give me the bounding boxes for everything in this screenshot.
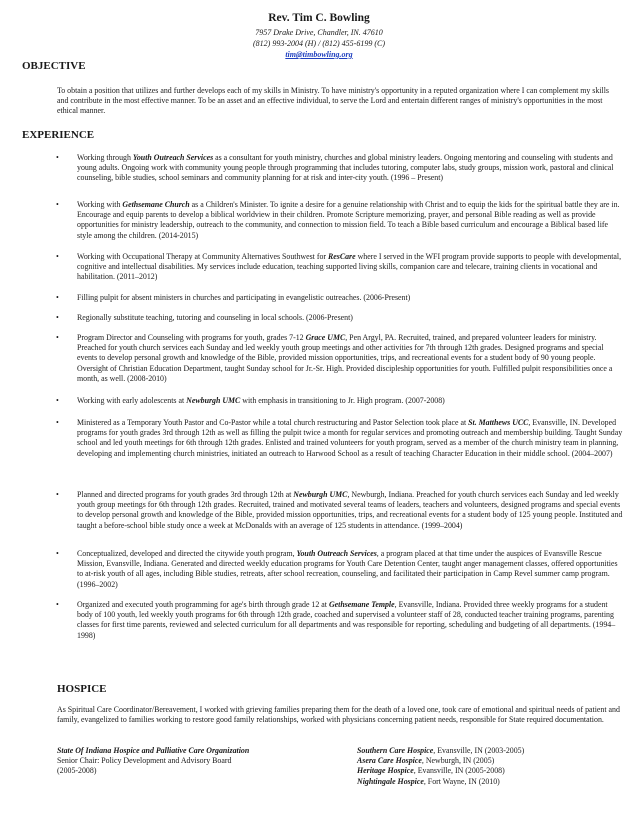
- experience-heading: EXPERIENCE: [22, 129, 95, 141]
- experience-item: [57, 200, 623, 241]
- experience-item-lead: Organized and executed youth programming for age's birth through grade 12 at: [77, 600, 329, 609]
- experience-item-text: [77, 293, 623, 303]
- experience-item-text: [77, 333, 623, 384]
- hospice-org-line: [357, 756, 627, 766]
- organization-name: Gethsemane Temple: [328, 600, 395, 609]
- bullet-icon: •: [56, 313, 59, 322]
- experience-item-lead: Planned and directed programs for youth grades 3rd through 12th at: [77, 490, 294, 499]
- experience-item: [57, 600, 623, 641]
- experience-item-detail: , Evansville, Indiana. Provided three weekly programs for a student body of 100 youth, led weekly youth programs for 6th through 12th grade, coached and supervised a volunteer staff of 28, conducted teacher training programs, parenting classes for first time parents, reviewed and selected curriculum for all departments and was responsible for reporting, scheduling and budgeting of all departments. (1994–1998): [77, 600, 616, 640]
- experience-item-lead: Filling pulpit for absent ministers in churches and participating in evangelistic outreaches. (2006-Present): [77, 293, 411, 302]
- experience-item: [57, 153, 623, 184]
- bullet-icon: •: [56, 153, 59, 162]
- hospice-text: As Spiritual Care Coordinator/Bereavement, I worked with grieving families preparing them for the death of a loved one, took care of emotional and spiritual needs of patient and family, evangelized to families working to restore good family relationships, worked with physicians concerning patient needs, responsible for State required documentation.: [57, 705, 620, 725]
- experience-item-detail: , Pen Argyl, PA. Recruited, trained, and prepared volunteer leaders for ministry. Preached for youth church services each Sunday and led weekly youth group meetings and other activities for 7th through 12th grades. Designed programs and special events to develop personal growth and knowledge of the Bible, provided mission opportunities, trips, and recreational events for a student body of 90 young people. Oversight of Christian Education Department, taught Sunday school for Jr.-Sr. High. Provided discipleship opportunities for youth. Fulfilled pulpit responsibilities once a month, as well. (2008-2010): [77, 333, 613, 383]
- experience-item-lead: Ministered as a Temporary Youth Pastor and Co-Pastor while a total church restructuring and Pastor Selection took place at: [77, 418, 469, 427]
- experience-item-text: [77, 600, 623, 641]
- hospice-org-name: Asera Care Hospice: [357, 756, 422, 766]
- experience-item-lead: Working with Occupational Therapy at Community Alternatives Southwest for: [77, 252, 329, 261]
- experience-item-lead: Working through: [77, 153, 133, 162]
- experience-item-text: [77, 396, 623, 406]
- experience-item-lead: Program Director and Counseling with programs for youth, grades 7-12: [77, 333, 306, 342]
- address: 7957 Drake Drive, Chandler, IN. 47610: [255, 28, 383, 37]
- organization-name: ResCare: [328, 252, 356, 261]
- bullet-icon: •: [56, 549, 59, 558]
- organization-name: Gethsemane Church: [122, 200, 190, 209]
- organization-name: Grace UMC: [305, 333, 346, 342]
- hospice-role: Senior Chair: Policy Development and Advisory Board: [57, 756, 232, 766]
- organization-name: Newburgh UMC: [293, 490, 348, 499]
- experience-item-text: [77, 200, 623, 241]
- bullet-icon: •: [56, 490, 59, 499]
- experience-item-detail: , Evansville, IN. Developed programs for youth grades 3rd through 12th as well as filling the pulpit twice a month for regular services and promoting outreach and membership building. Taught Sunday school and led youth meetings for 6th through 12th grades. Enlisted and trained volunteers for youth program, served as a member of the church ministry team in planning, developing and implementing church ministries, initiated an outreach to Harwood School as a result of teaching Character Education in their middle school. (2004–2007): [77, 418, 623, 458]
- hospice-org-detail: , Evansville, IN (2003-2005): [433, 746, 525, 755]
- experience-item-lead: Working with early adolescents at: [77, 396, 187, 405]
- experience-item-detail: where I served in the WFI program provide supports to people with developmental, cognitive and intellectual disabilities. My services include education, teaching supported living skills, companion care and telecare, training clients in vocational and habilitation. (2011–2012): [77, 252, 622, 282]
- experience-item: [57, 418, 623, 459]
- experience-item-detail: , a program placed at that time under the auspices of Evansville Rescue Mission, Evansville, Indiana. Generated and directed weekly education programs for Youth Care Detention Center, taught anger management classes, offered opportunities to at-risk youth of all ages, including Bible studies, retreats, after school recreation, counseling, and facilitated their participation in Camp Revel summer camp program. (1996–2002): [77, 549, 618, 589]
- organization-name: Youth Outreach Services: [132, 153, 214, 162]
- organization-name: Youth Outreach Services: [296, 549, 377, 558]
- hospice-org-detail: , Evansville, IN (2005-2008): [413, 766, 505, 776]
- bullet-icon: •: [56, 252, 59, 261]
- contact-block: [0, 27, 638, 60]
- hospice-org-detail: , Newburgh, IN (2005): [421, 756, 495, 766]
- experience-item-detail: , Newburgh, Indiana. Preached for youth church services each Sunday and led weekly youth group meetings for 6th through 12th grades. Recruited, trained and motivated several teams of leaders, teachers and volunteers, designed programs and special events to develop personal growth and knowledge of the Bible, provided mission opportunities, trips, and recreational events for a student body of 125 young people. Instituted and taught a before-school bible study once a week at McDonalds with an average of 125 students in attendance. (1999–2004): [77, 490, 623, 530]
- experience-item-detail: as a Children's Minister. To ignite a desire for a genuine relationship with Christ and to equip the kids for the spiritual battle they are in. Encourage and equip parents to develop a biblical worldview in their children. Promote Scripture memorizing, prayer, and personal Bible reading as well as provide opportunities for ministry leadership, outreach to the community, and connection to mission field. To teach a Bible based curriculum and encourage a Biblical based life style among the children. (2014-2015): [77, 200, 620, 240]
- hospice-right-block: [357, 746, 627, 787]
- experience-item-detail: with emphasis in transitioning to Jr. High program. (2007-2008): [240, 396, 445, 405]
- experience-item: [57, 313, 623, 323]
- hospice-heading: HOSPICE: [57, 683, 107, 695]
- hospice-org-state: State Of Indiana Hospice and Palliative Care Organization: [57, 746, 250, 755]
- experience-item: [57, 252, 623, 283]
- hospice-org-name: Nightingale Hospice: [357, 776, 424, 786]
- organization-name: St. Matthews UCC: [468, 418, 529, 427]
- experience-item-detail: as a consultant for youth ministry, churches and global ministry leaders. Ongoing mentoring and counseling with students and young adults. Ongoing work with community young people through programming that includes tutoring, computer labs, study groups, mission work, pastoral and clinical counseling, bible studies, school seminars and community planning for at risk and inter-city youth. (1996 – Present): [77, 153, 614, 183]
- experience-item: [57, 396, 623, 406]
- hospice-org-detail: , Fort Wayne, IN (2010): [423, 776, 500, 786]
- experience-item-text: [77, 549, 623, 590]
- bullet-icon: •: [56, 418, 59, 427]
- hospice-org-line: [357, 766, 627, 776]
- objective-text: To obtain a position that utilizes and further develops each of my skills in Ministry. To have ministry's opportunity in a reputed organization where I can complement my skills and contribute in the most effective manner. To be an asset and an effective individual, to serve the Lord and entertain different ranges of ministry's opportunities in the most ethical manner.: [57, 86, 609, 116]
- experience-item-text: [77, 490, 623, 531]
- bullet-icon: •: [56, 200, 59, 209]
- email-link[interactable]: tim@timbowling.org: [285, 50, 353, 59]
- objective-heading: OBJECTIVE: [22, 60, 86, 72]
- bullet-icon: •: [56, 333, 59, 342]
- phones: (812) 993-2004 (H) / (812) 455-6199 (C): [253, 39, 385, 48]
- hospice-dates: (2005-2008): [57, 766, 97, 776]
- experience-item-text: [77, 313, 623, 323]
- hospice-org-name: Heritage Hospice: [357, 766, 414, 776]
- experience-item: [57, 333, 623, 384]
- resume-name: Rev. Tim C. Bowling: [268, 12, 370, 24]
- bullet-icon: •: [56, 396, 59, 405]
- organization-name: Newburgh UMC: [186, 396, 241, 405]
- experience-item: [57, 549, 623, 590]
- experience-item-lead: Regionally substitute teaching, tutoring and counseling in local schools. (2006-Present): [77, 313, 353, 322]
- bullet-icon: •: [56, 600, 59, 609]
- experience-item-text: [77, 252, 623, 283]
- hospice-left-block: [57, 746, 347, 777]
- hospice-org-line: [357, 746, 627, 756]
- experience-item: [57, 293, 623, 303]
- experience-item-text: [77, 418, 623, 459]
- experience-item: [57, 490, 623, 531]
- bullet-icon: •: [56, 293, 59, 302]
- hospice-org-name: Southern Care Hospice: [357, 746, 434, 755]
- hospice-org-line: [357, 777, 627, 787]
- experience-item-lead: Working with: [77, 200, 123, 209]
- experience-item-text: [77, 153, 623, 184]
- experience-item-lead: Conceptualized, developed and directed the citywide youth program,: [77, 549, 297, 558]
